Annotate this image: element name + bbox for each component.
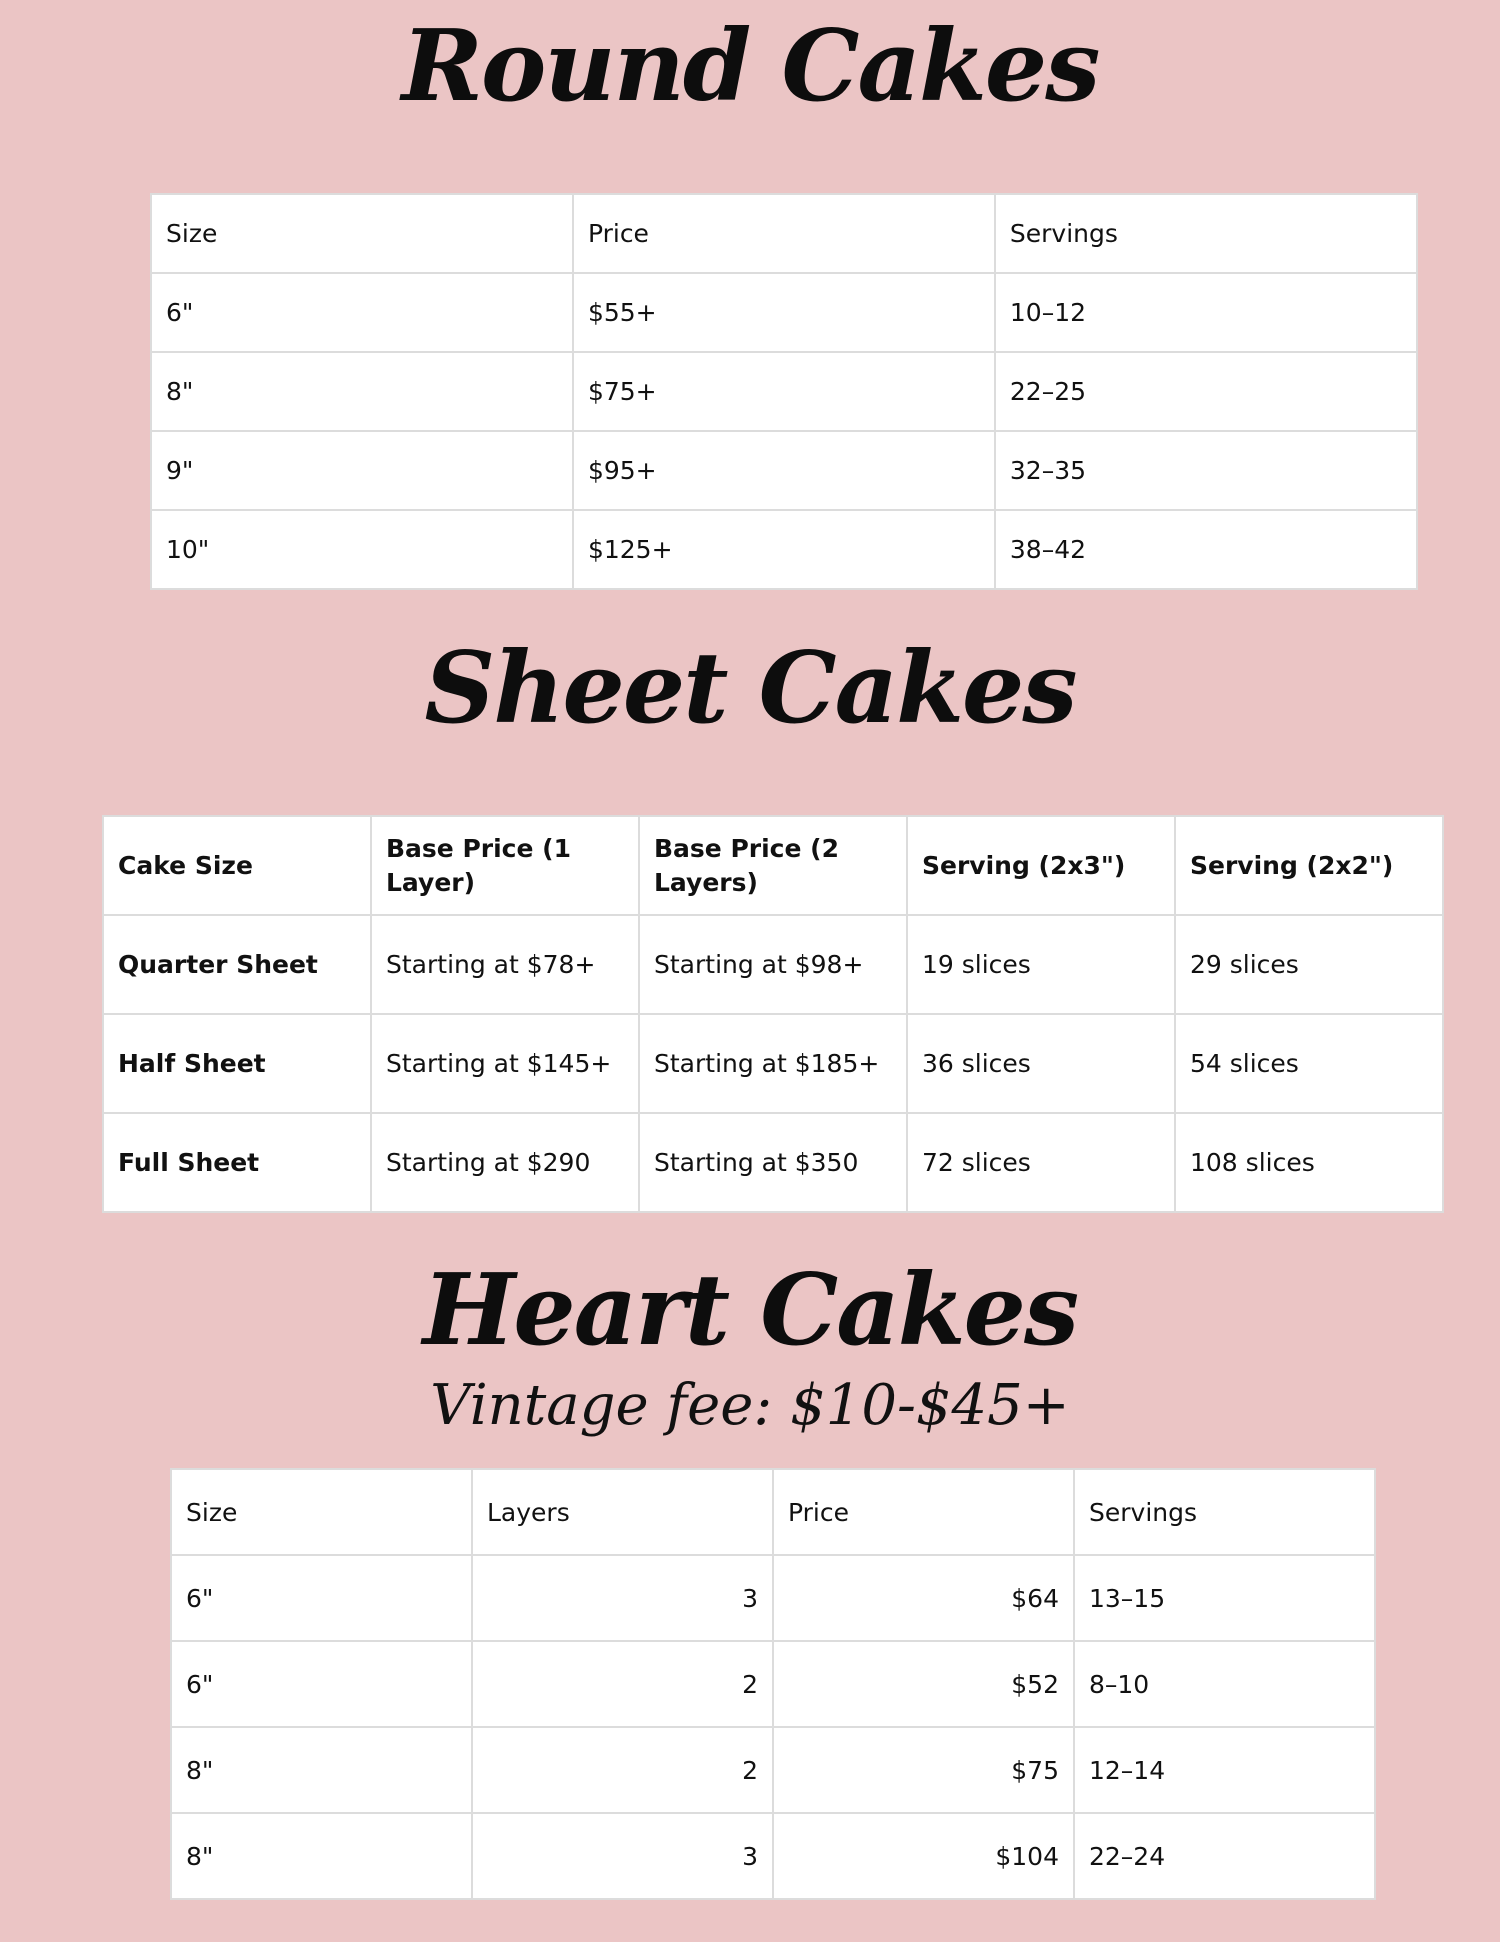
serving-2x3-cell: 19 slices	[907, 915, 1175, 1014]
cake-size-cell: Half Sheet	[103, 1014, 371, 1113]
serving-2x3-cell: 36 slices	[907, 1014, 1175, 1113]
column-header-layers: Layers	[472, 1469, 773, 1555]
servings-cell: 38–42	[995, 510, 1417, 589]
table-row	[171, 1813, 1375, 1899]
table-header-row	[171, 1469, 1375, 1555]
column-header-size: Size	[171, 1469, 472, 1555]
column-header-price: Price	[573, 194, 995, 273]
servings-cell: 10–12	[995, 273, 1417, 352]
price-1-layer-cell: Starting at $78+	[371, 915, 639, 1014]
round-cakes-table	[150, 193, 1418, 590]
servings-cell: 32–35	[995, 431, 1417, 510]
table-header-row	[151, 194, 1417, 273]
table-row	[171, 1727, 1375, 1813]
column-header-price: Price	[773, 1469, 1074, 1555]
table-row	[151, 352, 1417, 431]
price-cell: $52	[773, 1641, 1074, 1727]
servings-cell: 22–24	[1074, 1813, 1375, 1899]
size-cell: 6"	[151, 273, 573, 352]
size-cell: 8"	[171, 1813, 472, 1899]
table-header-row	[103, 816, 1443, 915]
servings-cell: 12–14	[1074, 1727, 1375, 1813]
serving-2x2-cell: 54 slices	[1175, 1014, 1443, 1113]
servings-cell: 22–25	[995, 352, 1417, 431]
table-row	[151, 273, 1417, 352]
layers-cell: 2	[472, 1641, 773, 1727]
table-row	[103, 915, 1443, 1014]
price-2-layers-cell: Starting at $98+	[639, 915, 907, 1014]
size-cell: 8"	[171, 1727, 472, 1813]
price-cell: $75+	[573, 352, 995, 431]
column-header-cake-size: Cake Size	[103, 816, 371, 915]
layers-cell: 3	[472, 1813, 773, 1899]
size-cell: 9"	[151, 431, 573, 510]
heart-cakes-heading: Heart Cakes	[422, 1253, 1078, 1368]
layers-cell: 3	[472, 1555, 773, 1641]
price-2-layers-cell: Starting at $185+	[639, 1014, 907, 1113]
table-row	[151, 431, 1417, 510]
round-cakes-heading: Round Cakes	[401, 9, 1099, 124]
column-header-base-price-2-layers: Base Price (2 Layers)	[639, 816, 907, 915]
size-cell: 6"	[171, 1641, 472, 1727]
table-row	[103, 1014, 1443, 1113]
column-header-size: Size	[151, 194, 573, 273]
price-cell: $104	[773, 1813, 1074, 1899]
table-row	[171, 1555, 1375, 1641]
table-row	[171, 1641, 1375, 1727]
sheet-cakes-table	[102, 815, 1444, 1213]
column-header-servings: Servings	[995, 194, 1417, 273]
servings-cell: 8–10	[1074, 1641, 1375, 1727]
table-row	[103, 1113, 1443, 1212]
price-cell: $55+	[573, 273, 995, 352]
size-cell: 8"	[151, 352, 573, 431]
heart-cakes-table	[170, 1468, 1376, 1900]
serving-2x2-cell: 29 slices	[1175, 915, 1443, 1014]
price-cell: $75	[773, 1727, 1074, 1813]
servings-cell: 13–15	[1074, 1555, 1375, 1641]
price-cell: $125+	[573, 510, 995, 589]
size-cell: 6"	[171, 1555, 472, 1641]
serving-2x2-cell: 108 slices	[1175, 1113, 1443, 1212]
price-1-layer-cell: Starting at $290	[371, 1113, 639, 1212]
column-header-serving-2x3: Serving (2x3")	[907, 816, 1175, 915]
column-header-base-price-1-layer: Base Price (1 Layer)	[371, 816, 639, 915]
vintage-fee-note: Vintage fee: $10-$45+	[430, 1373, 1070, 1438]
column-header-servings: Servings	[1074, 1469, 1375, 1555]
sheet-cakes-heading: Sheet Cakes	[424, 631, 1076, 746]
cake-size-cell: Full Sheet	[103, 1113, 371, 1212]
layers-cell: 2	[472, 1727, 773, 1813]
price-cell: $95+	[573, 431, 995, 510]
price-2-layers-cell: Starting at $350	[639, 1113, 907, 1212]
price-1-layer-cell: Starting at $145+	[371, 1014, 639, 1113]
serving-2x3-cell: 72 slices	[907, 1113, 1175, 1212]
table-row	[151, 510, 1417, 589]
column-header-serving-2x2: Serving (2x2")	[1175, 816, 1443, 915]
price-cell: $64	[773, 1555, 1074, 1641]
size-cell: 10"	[151, 510, 573, 589]
cake-size-cell: Quarter Sheet	[103, 915, 371, 1014]
